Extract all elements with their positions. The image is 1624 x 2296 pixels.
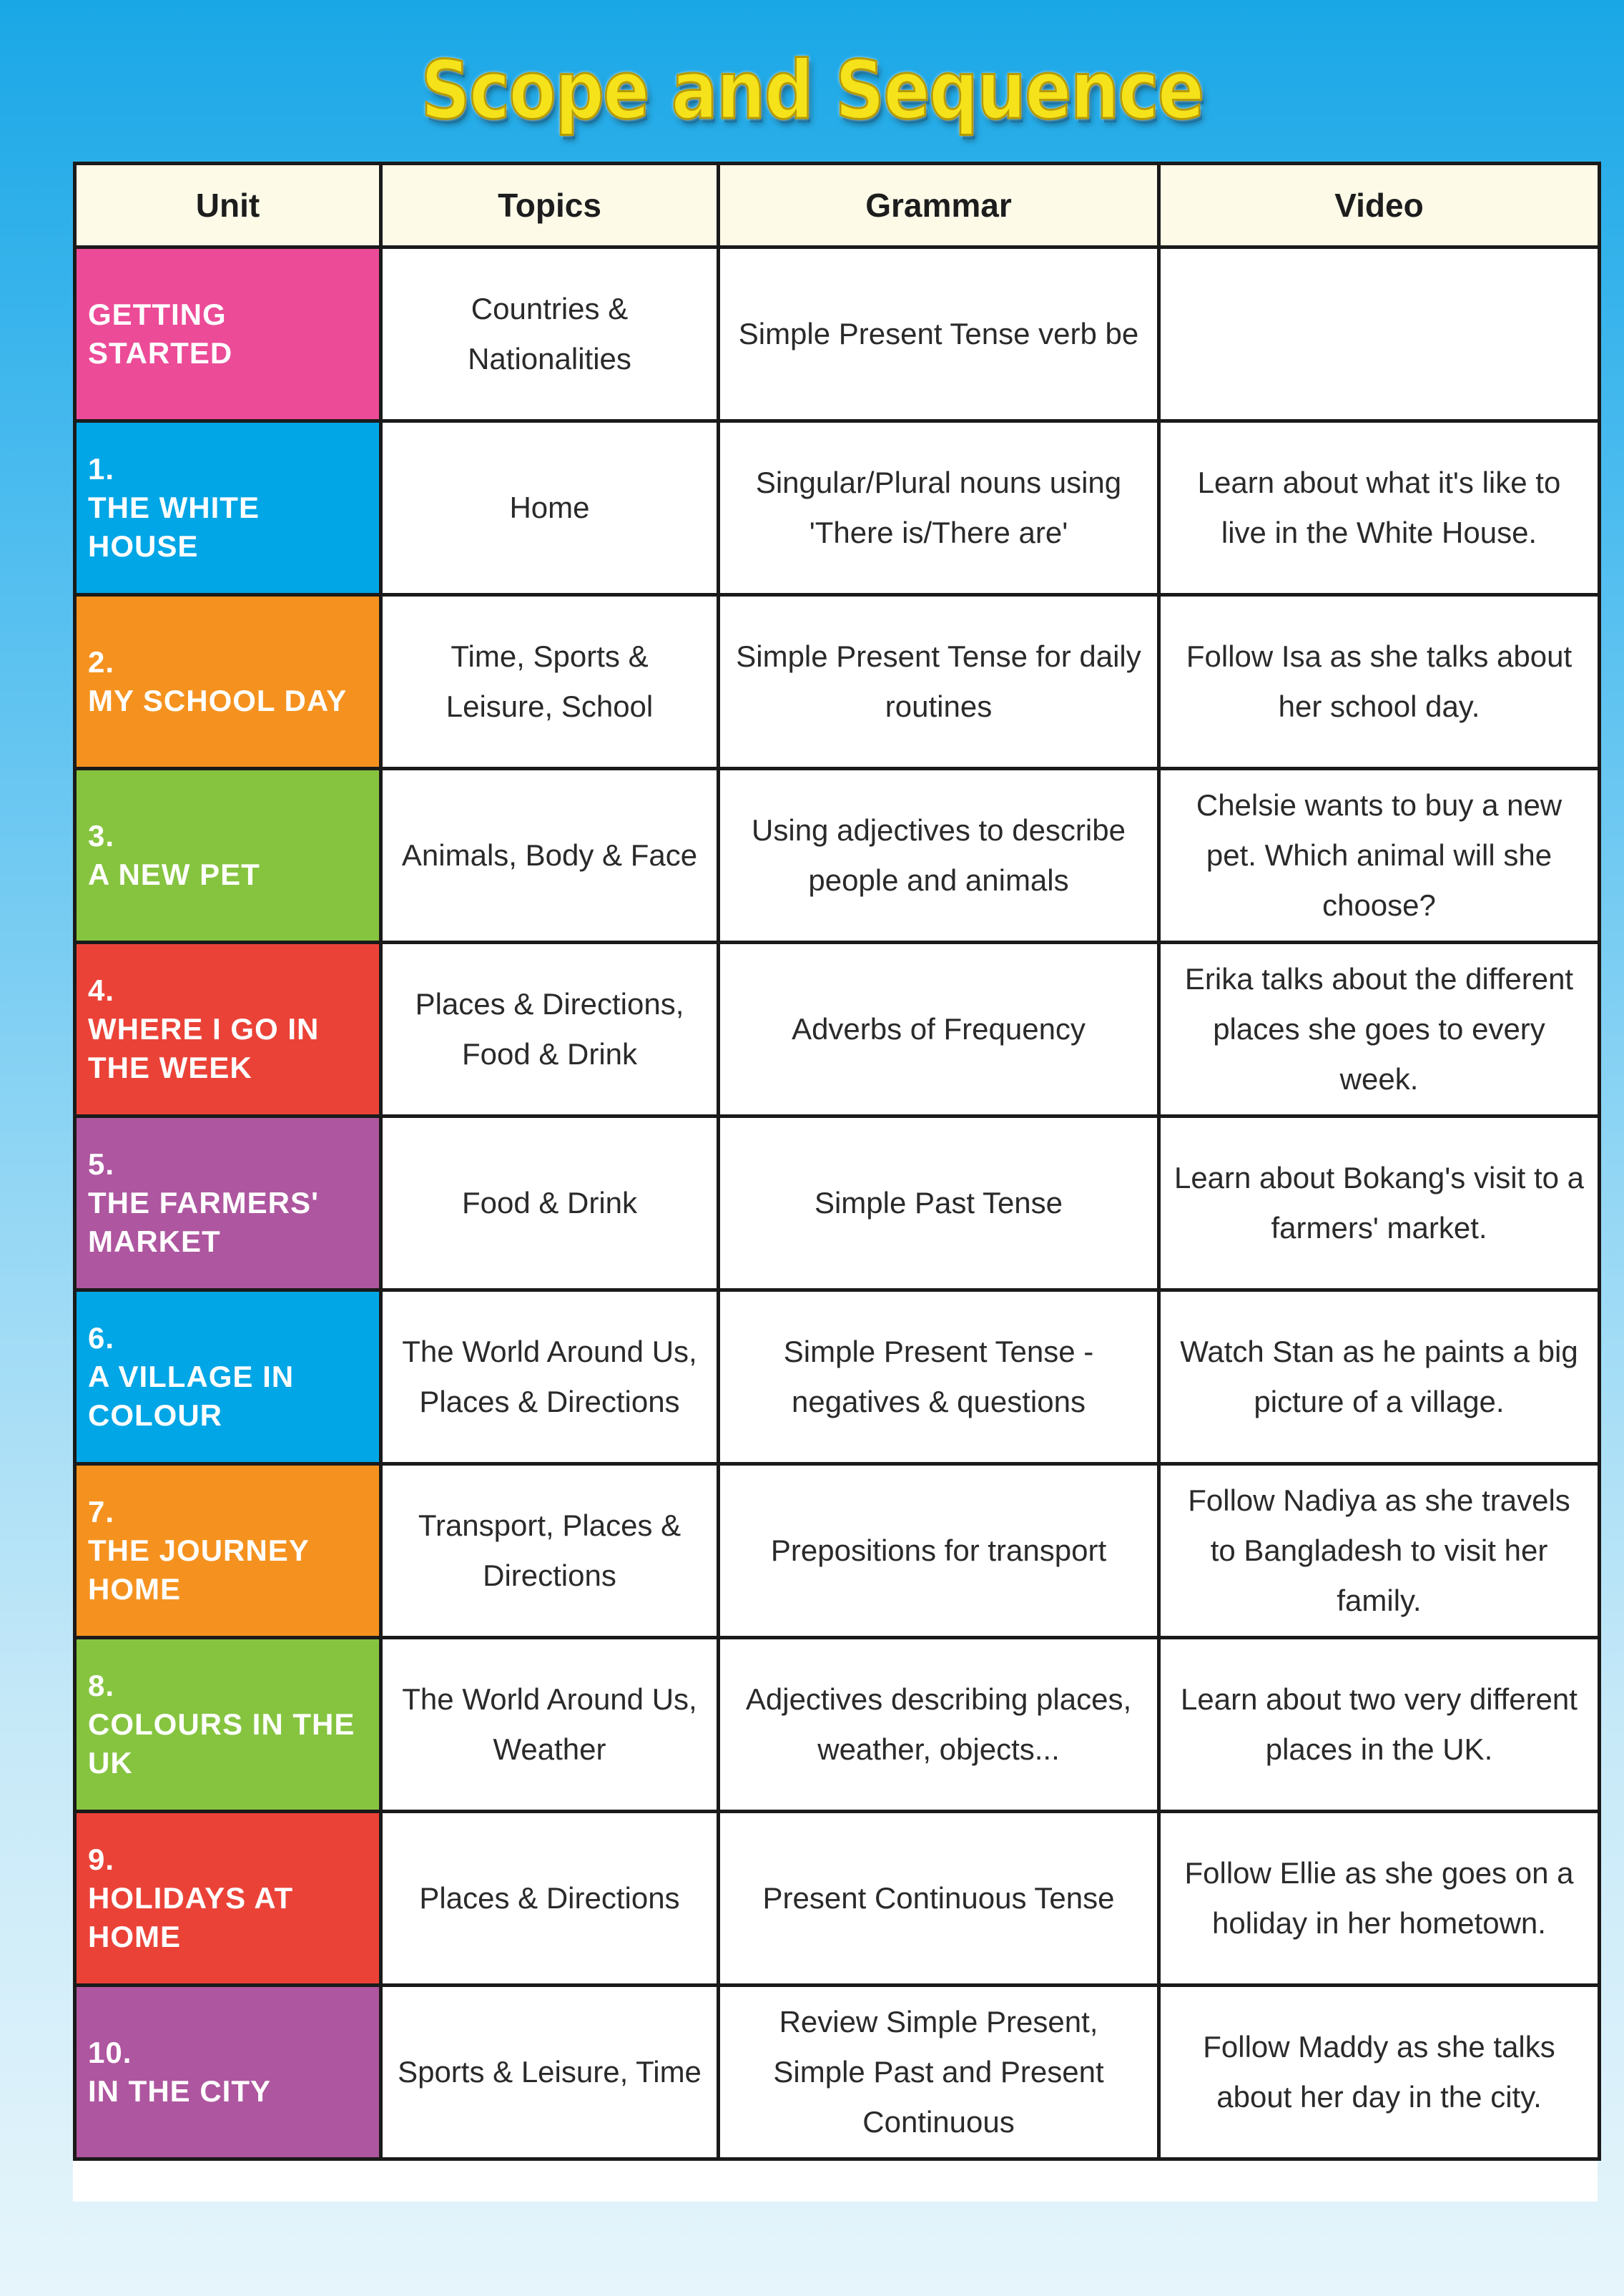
table-row bbox=[75, 421, 1600, 595]
unit-number: 4. bbox=[88, 973, 115, 1007]
unit-number: 3. bbox=[88, 819, 115, 853]
video-cell: Erika talks about the different places she goes to every week. bbox=[1159, 943, 1600, 1117]
table-row bbox=[75, 943, 1600, 1117]
unit-number: 1. bbox=[88, 452, 115, 486]
unit-name: GETTING STARTED bbox=[88, 298, 233, 370]
unit-cell bbox=[75, 1290, 381, 1464]
header-topics: Topics bbox=[381, 164, 719, 247]
topics-cell: Places & Directions, Food & Drink bbox=[381, 943, 719, 1117]
header-unit: Unit bbox=[75, 164, 381, 247]
unit-cell bbox=[75, 421, 381, 595]
unit-name: A VILLAGE IN COLOUR bbox=[88, 1360, 295, 1432]
unit-name: WHERE I GO IN THE WEEK bbox=[88, 1012, 320, 1084]
table-row bbox=[75, 769, 1600, 943]
video-cell: Follow Maddy as she talks about her day in the city. bbox=[1159, 1986, 1600, 2159]
unit-number: 5. bbox=[88, 1147, 115, 1181]
header-video: Video bbox=[1159, 164, 1600, 247]
video-cell: Learn about Bokang's visit to a farmers' market. bbox=[1159, 1117, 1600, 1290]
unit-number: 2. bbox=[88, 645, 115, 679]
topics-cell: The World Around Us, Places & Directions bbox=[381, 1290, 719, 1464]
grammar-cell: Review Simple Present, Simple Past and Present Continuous bbox=[719, 1986, 1159, 2159]
unit-name: IN THE CITY bbox=[88, 2074, 272, 2108]
video-cell: Learn about two very different places in the UK. bbox=[1159, 1638, 1600, 1812]
video-cell: Learn about what it's like to live in the White House. bbox=[1159, 421, 1600, 595]
topics-cell: Places & Directions bbox=[381, 1812, 719, 1986]
video-cell bbox=[1159, 247, 1600, 421]
table-row bbox=[75, 1290, 1600, 1464]
table-row bbox=[75, 595, 1600, 769]
grammar-cell: Simple Present Tense - negatives & questions bbox=[719, 1290, 1159, 1464]
grammar-cell: Prepositions for transport bbox=[719, 1464, 1159, 1638]
topics-cell: Food & Drink bbox=[381, 1117, 719, 1290]
unit-cell bbox=[75, 1117, 381, 1290]
topics-cell: Transport, Places & Directions bbox=[381, 1464, 719, 1638]
table-row bbox=[75, 247, 1600, 421]
unit-number: 10. bbox=[88, 2036, 132, 2069]
topics-cell: Time, Sports & Leisure, School bbox=[381, 595, 719, 769]
table-row bbox=[75, 1812, 1600, 1986]
unit-cell bbox=[75, 1638, 381, 1812]
unit-cell bbox=[75, 1812, 381, 1986]
topics-cell: The World Around Us, Weather bbox=[381, 1638, 719, 1812]
unit-cell bbox=[75, 1986, 381, 2159]
table-row bbox=[75, 1986, 1600, 2159]
scope-sequence-table bbox=[73, 162, 1601, 2161]
unit-name: THE JOURNEY HOME bbox=[88, 1534, 309, 1606]
video-cell: Follow Ellie as she goes on a holiday in her hometown. bbox=[1159, 1812, 1600, 1986]
unit-number: 9. bbox=[88, 1843, 115, 1876]
unit-cell bbox=[75, 595, 381, 769]
table-header-row bbox=[75, 164, 1600, 247]
grammar-cell: Simple Present Tense verb be bbox=[719, 247, 1159, 421]
topics-cell: Home bbox=[381, 421, 719, 595]
unit-name: HOLIDAYS AT HOME bbox=[88, 1881, 294, 1953]
grammar-cell: Simple Past Tense bbox=[719, 1117, 1159, 1290]
video-cell: Follow Nadiya as she travels to Bangladesh to visit her family. bbox=[1159, 1464, 1600, 1638]
unit-number: 8. bbox=[88, 1669, 115, 1702]
video-cell: Chelsie wants to buy a new pet. Which animal will she choose? bbox=[1159, 769, 1600, 943]
unit-name: THE FARMERS' MARKET bbox=[88, 1186, 320, 1258]
unit-name: MY SCHOOL DAY bbox=[88, 684, 348, 717]
grammar-cell: Simple Present Tense for daily routines bbox=[719, 595, 1159, 769]
grammar-cell: Present Continuous Tense bbox=[719, 1812, 1159, 1986]
unit-number: 6. bbox=[88, 1321, 115, 1355]
grammar-cell: Adverbs of Frequency bbox=[719, 943, 1159, 1117]
table-row bbox=[75, 1638, 1600, 1812]
video-cell: Follow Isa as she talks about her school day. bbox=[1159, 595, 1600, 769]
unit-name: A NEW PET bbox=[88, 858, 260, 891]
topics-cell: Animals, Body & Face bbox=[381, 769, 719, 943]
topics-cell: Countries & Nationalities bbox=[381, 247, 719, 421]
unit-name: THE WHITE HOUSE bbox=[88, 491, 260, 563]
page-title: Scope and Sequence bbox=[420, 44, 1204, 137]
unit-cell bbox=[75, 247, 381, 421]
unit-cell bbox=[75, 1464, 381, 1638]
unit-number: 7. bbox=[88, 1495, 115, 1529]
unit-cell bbox=[75, 943, 381, 1117]
header-grammar: Grammar bbox=[719, 164, 1159, 247]
topics-cell: Sports & Leisure, Time bbox=[381, 1986, 719, 2159]
grammar-cell: Singular/Plural nouns using 'There is/There are' bbox=[719, 421, 1159, 595]
table-row bbox=[75, 1117, 1600, 1290]
video-cell: Watch Stan as he paints a big picture of a village. bbox=[1159, 1290, 1600, 1464]
unit-cell bbox=[75, 769, 381, 943]
table-row bbox=[75, 1464, 1600, 1638]
grammar-cell: Using adjectives to describe people and animals bbox=[719, 769, 1159, 943]
grammar-cell: Adjectives describing places, weather, objects... bbox=[719, 1638, 1159, 1812]
unit-name: COLOURS IN THE UK bbox=[88, 1707, 355, 1780]
